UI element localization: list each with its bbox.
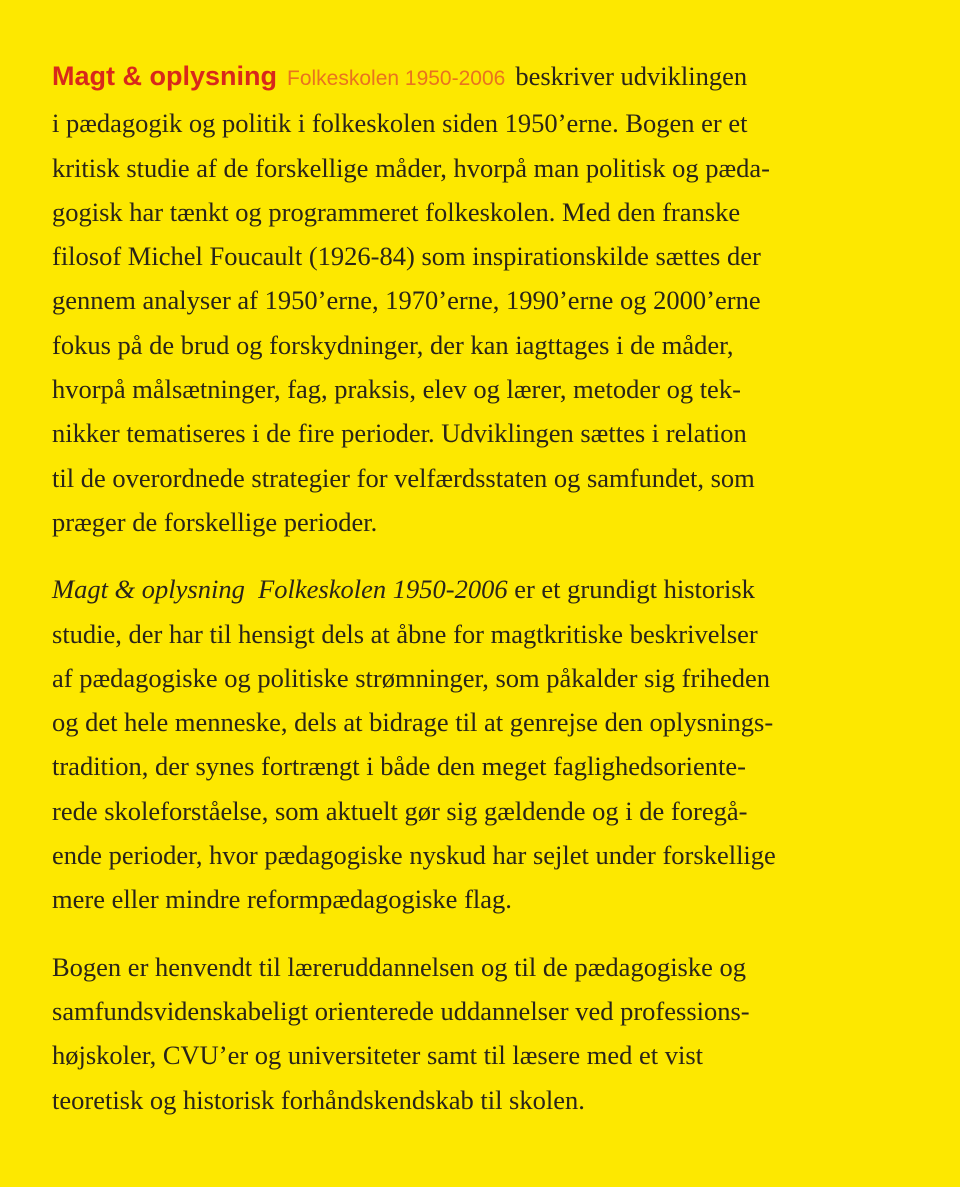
text-line: samfundsvidenskabeligt orienterede uddannelser ved professions- xyxy=(52,995,750,1026)
back-cover-text xyxy=(52,54,932,1122)
text-line: hvorpå målsætninger, fag, praksis, elev og lærer, metoder og tek- xyxy=(52,374,741,405)
italic-book-title: Magt & oplysning Folkeskolen 1950-2006 xyxy=(52,574,508,605)
text-line: kritisk studie af de forskellige måder, hvorpå man politisk og pæda- xyxy=(52,152,770,183)
text-line: er et grundigt historisk xyxy=(507,574,755,605)
text-line: mere eller mindre reformpædagogiske flag. xyxy=(52,884,512,915)
text-line: nikker tematiseres i de fire perioder. Udviklingen sættes i relation xyxy=(52,418,747,449)
text-line: fokus på de brud og forskydninger, der kan iagttages i de måder, xyxy=(52,329,734,360)
text-line: studie, der har til hensigt dels at åbne for magtkritiske beskrivelser xyxy=(52,618,758,649)
text-line: og det hele menneske, dels at bidrage til at genrejse den oplysnings- xyxy=(52,707,774,738)
text-line: rede skoleforståelse, som aktuelt gør sig gældende og i de foregå- xyxy=(52,795,748,826)
text-line: af pædagogiske og politiske strømninger, som påkalder sig friheden xyxy=(52,662,770,693)
text-line: til de overordnede strategier for velfærdsstaten og samfundet, som xyxy=(52,462,755,493)
second-paragraph xyxy=(52,567,932,921)
text-line: Bogen er henvendt til læreruddannelsen og til de pædagogiske og xyxy=(52,951,747,982)
text-line: beskriver udviklingen xyxy=(515,61,748,91)
text-line: i pædagogik og politik i folkeskolen siden 1950’erne. Bogen er et xyxy=(52,108,748,139)
text-line: teoretisk og historisk forhåndskendskab til skolen. xyxy=(52,1084,585,1115)
intro-paragraph xyxy=(52,54,932,544)
text-line: tradition, der synes fortrængt i både den meget faglighedsoriente- xyxy=(52,751,746,782)
text-line: filosof Michel Foucault (1926-84) som inspirationskilde sættes der xyxy=(52,241,761,272)
text-line: præger de forskellige perioder. xyxy=(52,506,378,537)
book-subtitle: Folkeskolen 1950-2006 xyxy=(287,67,506,90)
intro-first-line xyxy=(52,54,932,101)
text-line: gogisk har tænkt og programmeret folkeskolen. Med den franske xyxy=(52,196,741,227)
text-line: ende perioder, hvor pædagogiske nyskud har sejlet under forskellige xyxy=(52,840,776,871)
third-paragraph xyxy=(52,945,932,1122)
text-line: gennem analyser af 1950’erne, 1970’erne, 1990’erne og 2000’erne xyxy=(52,285,761,316)
second-first-line xyxy=(52,567,932,611)
text-line: højskoler, CVU’er og universiteter samt til læsere med et vist xyxy=(52,1040,703,1071)
book-title: Magt & oplysning xyxy=(52,61,277,91)
